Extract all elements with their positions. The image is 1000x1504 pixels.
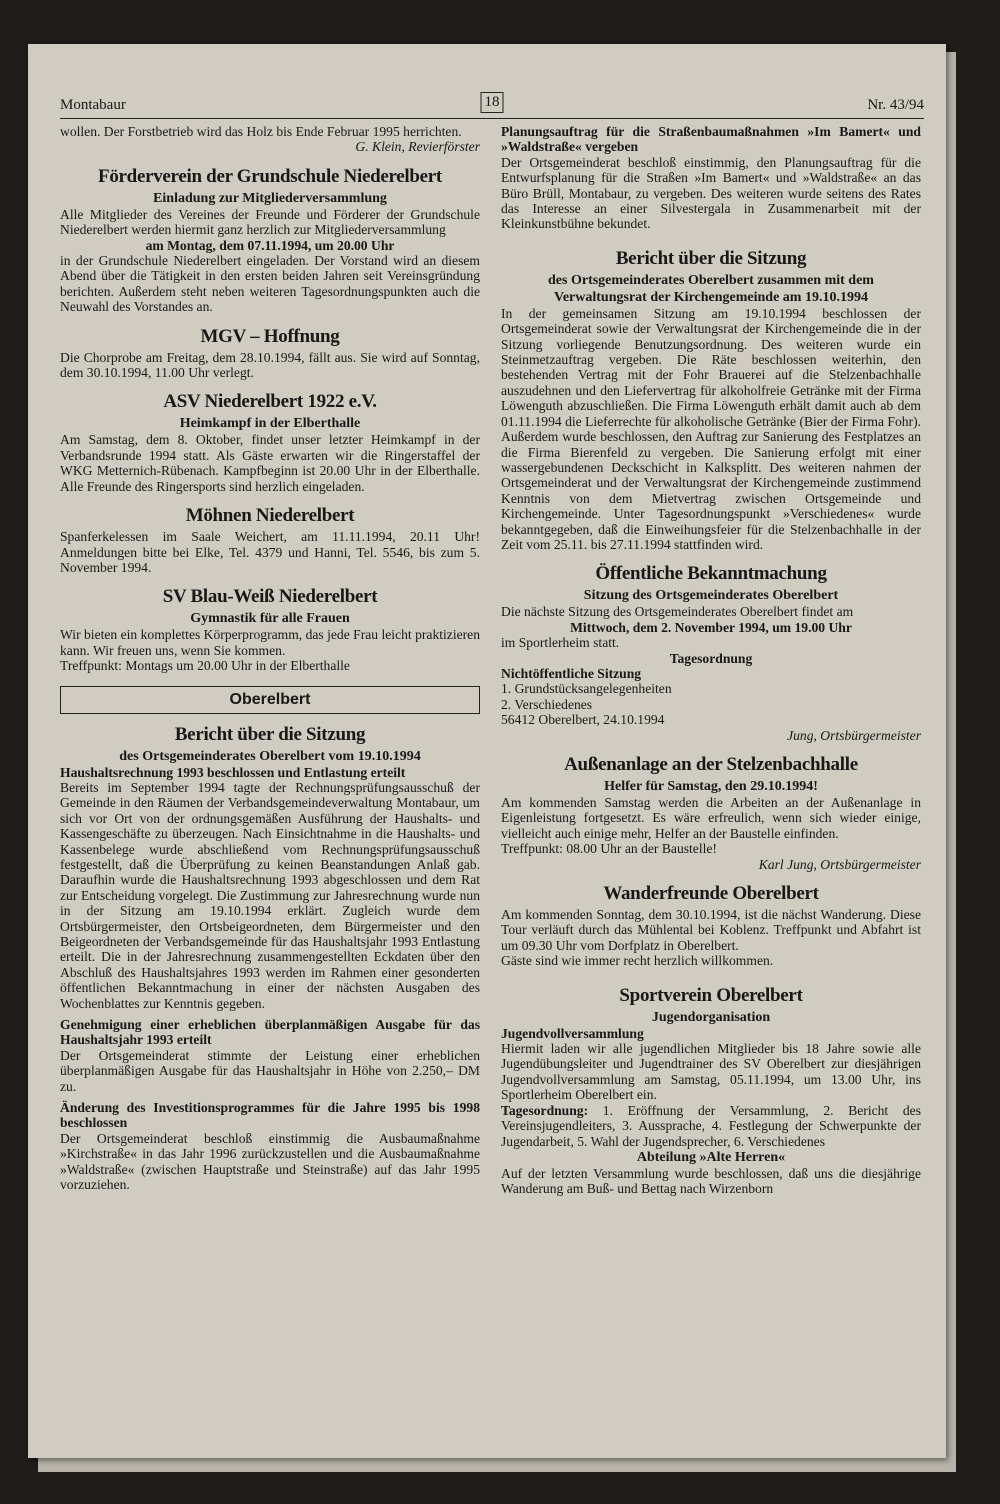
article-subtitle: Helfer für Samstag, den 29.10.1994! xyxy=(604,779,818,794)
signature: Karl Jung, Ortsbürgermeister xyxy=(758,856,921,872)
agenda-item: 1. Grundstücksangelegenheiten xyxy=(501,681,672,697)
article-title: Außenanlage an der Stelzenbachhalle xyxy=(564,754,858,775)
article-subtitle: Abteilung »Alte Herren« xyxy=(636,1149,786,1165)
article-text: Spanferkelessen im Saale Weichert, am 11.11.1994, 20.11 Uhr! Anmeldungen bitte bei Elke, Tel. 4379 und Hanni, Tel. 5546, bis zum 5. November 1994. xyxy=(60,529,480,575)
left-column xyxy=(60,124,480,1193)
intro-signature: G. Klein, Revierförster xyxy=(355,139,480,155)
agenda-heading: Tagesordnung xyxy=(669,650,753,666)
article-subheading: Planungsauftrag für die Straßenbaumaßnahmen »Im Bamert« und »Waldstraße« vergeben xyxy=(501,124,921,155)
article-title: MGV – Hoffnung xyxy=(200,325,340,347)
article-title: Förderverein der Grundschule Niederelbert xyxy=(98,165,442,187)
article-title: Öffentliche Bekanntmachung xyxy=(595,563,827,585)
article-title: SV Blau-Weiß Niederelbert xyxy=(162,586,378,608)
article-text: Treffpunkt: Montags um 20.00 Uhr in der Elberthalle xyxy=(60,658,350,674)
article-title: Bericht über die Sitzung xyxy=(174,723,366,745)
article-text: Auf der letzten Versammlung wurde beschlossen, daß uns die diesjährige Wanderung am Buß- und Bettag nach Wirzenborn xyxy=(501,1165,921,1197)
issue-number: Nr. 43/94 xyxy=(867,97,924,113)
meeting-date: Mittwoch, dem 2. November 1994, um 19.00 Uhr xyxy=(570,619,852,635)
right-column xyxy=(501,124,921,1197)
agenda-label: Tagesordnung: xyxy=(501,1102,589,1118)
article-text: Wir bieten ein komplettes Körperprogramm, das jede Frau leicht praktizieren kann. Wir freuen uns, wenn Sie kommen. xyxy=(60,627,480,658)
signature: Jung, Ortsbürgermeister xyxy=(787,727,921,743)
running-header xyxy=(60,92,924,119)
article-title: ASV Niederelbert 1922 e.V. xyxy=(163,391,377,413)
article-subtitle: Jugendorganisation xyxy=(651,1009,771,1025)
newspaper-page xyxy=(28,44,946,1458)
place-date: 56412 Oberelbert, 24.10.1994 xyxy=(501,712,665,728)
article-text: Gäste sind wie immer recht herzlich willkommen. xyxy=(501,953,774,969)
agenda-item: 2. Verschiedenes xyxy=(501,696,593,712)
article-subtitle: des Ortsgemeinderates Oberelbert zusammen mit dem Verwaltungsrat der Kirchengemeinde am 19.10.1994 xyxy=(548,272,874,305)
article-text: Bereits im September 1994 tagte der Rechnungsprüfungsausschuß der Gemeinde in den Räumen der Verbandsgemeindeverwaltung Montabaur, um sich vor Ort von der ordnungsgemäßen Ausführung der Haushalts- und Kassengeschäfte zu überzeugen. Nach Einsichtnahme in die Haushalts- und Kassenbelege wurde abschließend vom Rechnungsprüfungsausschuß festgestellt, daß die Überprüfung zu keinen Beanstandungen Anlaß gab. Daraufhin wurde die Haushaltsrechnung 1993 abgeschlossen und dem Rat zur Entscheidung vorgelegt. Die Zustimmung zur Jahresrechnung wurde nun in der Sitzung am 19.10.1994 erklärt. Zugleich wurde dem Ortsbürgermeister, den Ortsbeigeordneten, dem Bürgermeister und den Beigeordneten der Verbandsgemeinde für das Haushaltsjahr 1993 Entlastung erteilt. Die in der Jahresrechnung zusammengestellten Eckdaten über den Abschluß des Haushaltsjahres 1993 werden im Rahmen einer gesonderten öffentlichen Bekanntmachung in einer der nächsten Ausgaben des Wochenblattes zur Kenntnis gegeben. xyxy=(60,779,480,1011)
article-text: im Sportlerheim statt. xyxy=(501,635,620,651)
article-text: Am kommenden Sonntag, dem 30.10.1994, ist die nächst Wanderung. Diese Tour verläuft durch das Mühlental bei Koblenz. Treffpunkt und Abfahrt ist um 09.30 Uhr vom Dorfplatz in Oberelbert. xyxy=(501,907,921,953)
article-subtitle: Einladung zur Mitgliederversammlung xyxy=(153,190,387,206)
agenda-text: 1. Eröffnung der Versammlung, 2. Bericht des Vereinsjugendleiters, 3. Aussprache, 4. Festlegung der Schwerpunkte der Jugendarbeit, 5. Wahl der Jugendsprecher, 6. Verschiedenes xyxy=(501,1102,921,1149)
section-heading: Oberelbert xyxy=(60,686,480,714)
article-subtitle: Heimkampf in der Elberthalle xyxy=(179,416,361,432)
article-title: Bericht über die Sitzung xyxy=(615,247,807,269)
article-subheading: Haushaltsrechnung 1993 beschlossen und Entlastung erteilt xyxy=(60,764,406,780)
article-subtitle: des Ortsgemeinderates Oberelbert vom 19.10.1994 xyxy=(119,748,421,764)
meeting-date: am Montag, dem 07.11.1994, um 20.00 Uhr xyxy=(145,237,395,253)
article-text: Die nächste Sitzung des Ortsgemeinderates Oberelbert findet am xyxy=(501,604,854,620)
article-text xyxy=(501,1103,921,1149)
agenda-section: Nichtöffentliche Sitzung xyxy=(501,665,642,681)
article-title: Möhnen Niederelbert xyxy=(185,505,355,527)
article-subheading: Jugendvollversammlung xyxy=(501,1025,644,1041)
article-text: in der Grundschule Niederelbert eingeladen. Der Vorstand wird an diesem Abend über die Tätigkeit in den ersten beiden Jahren seit Vereinsgründung berichten. Außerdem steht neben weiteren Tagesordnungspunkten auch die Neuwahl des Vorstandes an. xyxy=(60,253,480,315)
article-subheading: Genehmigung einer erheblichen überplanmäßigen Ausgabe für das Haushaltsjahr 1993 erteilt xyxy=(60,1017,480,1048)
article-text: Treffpunkt: 08.00 Uhr an der Baustelle! xyxy=(501,841,717,857)
article-text: Die Chorprobe am Freitag, dem 28.10.1994, fällt aus. Sie wird auf Sonntag, dem 30.10.1994, 11.00 Uhr verlegt. xyxy=(60,349,480,381)
article-text: Am kommenden Samstag werden die Arbeiten an der Außenanlage in Eigenleistung fortgesetzt. Es wäre erfreulich, wenn sich wieder einige, vielleicht auch einige mehr, Helfer an der Baustelle einfinden. xyxy=(501,795,921,841)
article-text: In der gemeinsamen Sitzung am 19.10.1994 beschlossen der Ortsgemeinderat sowie der Verwaltungsrat der Kirchengemeinde die in der Sitzung vorliegende Benutzungsordnung. Des weiteren wurde ein Steinmetzauftrag vergeben. Die Räte beschlossen weiterhin, den bestehenden Vertrag mit der Fohr Brauerei auf die Stelzenbachhalle auszudehnen und den Liefervertrag für alkoholfreie Getränke mit der Firma Löwenguth abzuschließen. Die Firma Löwenguth erhält damit auch ab dem 01.11.1994 die Lieferrechte für alkoholische Getränke (Bier der Firma Fohr). Außerdem wurde beschlossen, den Auftrag zur Sanierung des Festplatzes an die Firma Bierenfeld zu vergeben. Die Sanierung erfolgt mit einer wassergebundenen Deckschicht in Kalksplitt. Des weiteren nahmen der Ortsgemeinderat und der Verwaltungsrat der Kirchengemeinde zustimmend Kenntnis von dem Mietvertrag zwischen Ortsgemeinde und Kirchengemeinde. Unter Tagesordnungspunkt »Verschiedenes« wurde bekanntgegeben, daß die Einweihungsfeier für die Stelzenbachhalle in der Zeit vom 25.11. bis 27.11.1994 stattfinden wird. xyxy=(501,305,921,552)
article-title: Sportverein Oberelbert xyxy=(619,984,803,1006)
header-town: Montabaur xyxy=(60,97,126,113)
article-text: Hiermit laden wir alle jugendlichen Mitglieder bis 18 Jahre sowie alle Jugendübungsleiter und Jugendtrainer des SV Oberelbert zur diesjährigen Jugendvollversammlung am Samstag, 05.11.1994, um 13.00 Uhr, ins Sportlerheim Oberelbert ein. xyxy=(501,1041,921,1103)
article-text: Der Ortsgemeinderat stimmte der Leistung einer erheblichen überplanmäßigen Ausgabe für das Haushaltsjahr in Höhe von 2.250,– DM zu. xyxy=(60,1047,480,1094)
page-number: 18 xyxy=(481,92,504,113)
article-text: Der Ortsgemeinderat beschloß einstimmig, den Planungsauftrag für die Entwurfsplanung für die Straßen »Im Bamert« und »Waldstraße« an das Büro Brüll, Montabaur, zu vergeben. Des weiteren wurde seitens des Rates das Interesse an einer Silvestergala in Zusammenarbeit mit der Kleinkunstbühne bekundet. xyxy=(501,154,921,232)
article-subheading: Änderung des Investitionsprogrammes für die Jahre 1995 bis 1998 beschlossen xyxy=(60,1100,480,1131)
article-text: Alle Mitglieder des Vereines der Freunde und Förderer der Grundschule Niederelbert werden hiermit ganz herzlich zur Mitgliederversammlung xyxy=(60,206,480,238)
intro-text: wollen. Der Forstbetrieb wird das Holz bis Ende Februar 1995 herrichten. xyxy=(60,124,462,139)
article-text: Am Samstag, dem 8. Oktober, findet unser letzter Heimkampf in der Verbandsrunde 1994 statt. Als Gäste erwarten wir die Ringerstaffel der WKG Metternich-Rübenach. Kampfbeginn ist 20.00 Uhr in der Elberthalle. Alle Freunde des Ringersports sind herzlich eingeladen. xyxy=(60,432,480,494)
article-subtitle: Sitzung des Ortsgemeinderates Oberelbert xyxy=(583,588,839,604)
article-title: Wanderfreunde Oberelbert xyxy=(603,883,819,905)
article-subtitle: Gymnastik für alle Frauen xyxy=(190,611,350,627)
article-text: Der Ortsgemeinderat beschloß einstimmig die Ausbaumaßnahme »Kirchstraße« in das Jahr 1996 zurückzustellen und die Ausbaumaßnahme »Waldstraße« (zwischen Hauptstraße und Steinstraße) auf das Jahr 1995 vorzuziehen. xyxy=(60,1130,480,1193)
